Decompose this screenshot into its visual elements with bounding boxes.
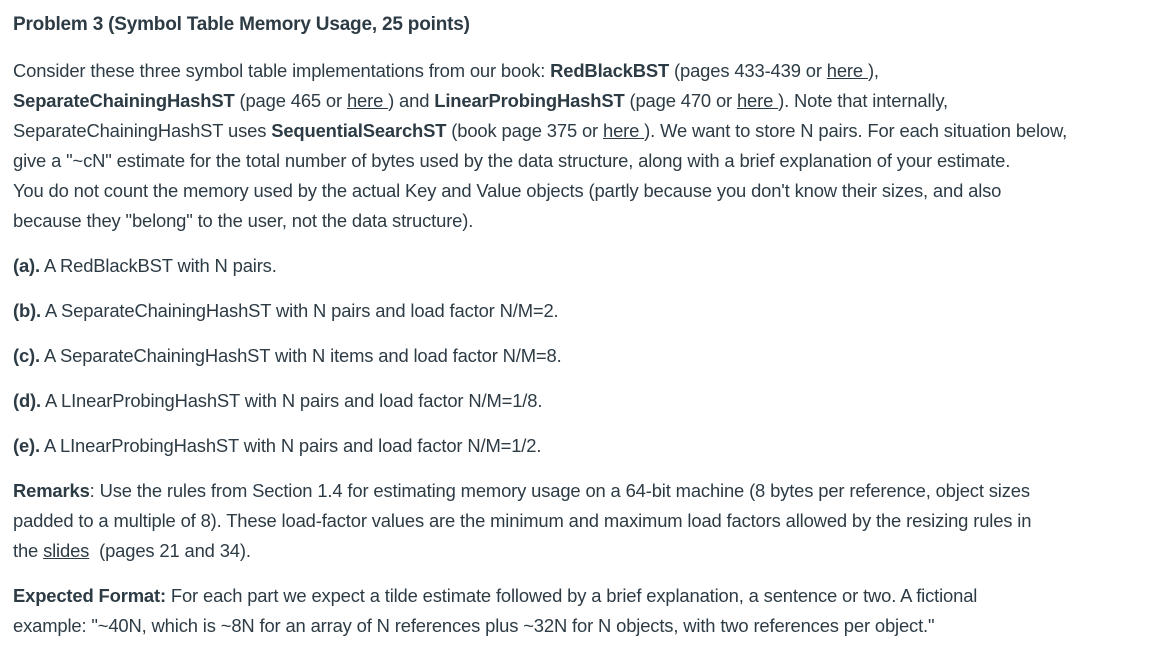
part-d: [13, 386, 1144, 416]
expected-format-paragraph: [13, 581, 1144, 641]
remarks-text: padded to a multiple of 8). These load-factor values are the minimum and maximum load factors allowed by the resizing rules in: [13, 510, 1032, 531]
intro-paragraph: [13, 56, 1144, 236]
remarks-text: (pages 21 and 34).: [89, 540, 251, 561]
linearprobinghashst-name: LinearProbingHashST: [434, 90, 625, 111]
part-b: [13, 296, 1144, 326]
part-text: A LInearProbingHashST with N pairs and load factor N/M=1/8.: [41, 390, 543, 411]
remarks-label: Remarks: [13, 480, 90, 501]
intro-text: (page 465 or: [234, 90, 347, 111]
part-e: [13, 431, 1144, 461]
redblackbst-name: RedBlackBST: [550, 60, 670, 81]
intro-text: SeparateChainingHashST uses: [13, 120, 272, 141]
remarks-paragraph: [13, 476, 1144, 566]
intro-text: ). Note that internally,: [778, 90, 948, 111]
intro-text: ) and: [388, 90, 435, 111]
intro-text: Consider these three symbol table implementations from our book:: [13, 60, 551, 81]
problem-title: Problem 3 (Symbol Table Memory Usage, 25 points): [13, 14, 470, 35]
intro-text: ). We want to store N pairs. For each situation below,: [644, 120, 1068, 141]
intro-text: because they "belong" to the user, not the data structure).: [13, 210, 474, 231]
part-a: [13, 251, 1144, 281]
part-label: (c).: [13, 345, 40, 366]
part-text: A LInearProbingHashST with N pairs and load factor N/M=1/2.: [40, 435, 542, 456]
expected-format-text: For each part we expect a tilde estimate followed by a brief explanation, a sentence or two. A fictional: [165, 585, 978, 606]
part-text: A SeparateChainingHashST with N items and load factor N/M=8.: [40, 345, 562, 366]
separatechaining-here-link[interactable]: here: [346, 90, 389, 111]
separatechaininghashst-name: SeparateChainingHashST: [13, 90, 235, 111]
part-text: A RedBlackBST with N pairs.: [40, 255, 277, 276]
remarks-text: the: [13, 540, 44, 561]
expected-format-text: example: "~40N, which is ~8N for an array of N references plus ~32N for N objects, with two references per object.": [13, 615, 935, 636]
intro-text: (pages 433-439 or: [669, 60, 827, 81]
remarks-text: : Use the rules from Section 1.4 for estimating memory usage on a 64-bit machine (8 bytes per reference, object sizes: [89, 480, 1030, 501]
part-label: (e).: [13, 435, 40, 456]
part-label: (a).: [13, 255, 40, 276]
redblackbst-here-link[interactable]: here: [826, 60, 868, 81]
intro-text: (page 470 or: [624, 90, 737, 111]
intro-text: You do not count the memory used by the actual Key and Value objects (partly because you don't know their sizes, and also: [13, 180, 1002, 201]
expected-format-label: Expected Format:: [13, 585, 166, 606]
intro-text: (book page 375 or: [446, 120, 603, 141]
intro-text: give a "~cN" estimate for the total number of bytes used by the data structure, along with a brief explanation of your estimate.: [13, 150, 1011, 171]
part-label: (b).: [13, 300, 41, 321]
intro-text: ),: [867, 60, 879, 81]
sequentialsearchst-name: SequentialSearchST: [271, 120, 447, 141]
slides-link[interactable]: slides: [43, 540, 90, 561]
sequentialsearch-here-link[interactable]: here: [603, 120, 645, 141]
part-c: [13, 341, 1144, 371]
linearprobing-here-link[interactable]: here: [736, 90, 779, 111]
part-text: A SeparateChainingHashST with N pairs and load factor N/M=2.: [41, 300, 559, 321]
part-label: (d).: [13, 390, 41, 411]
